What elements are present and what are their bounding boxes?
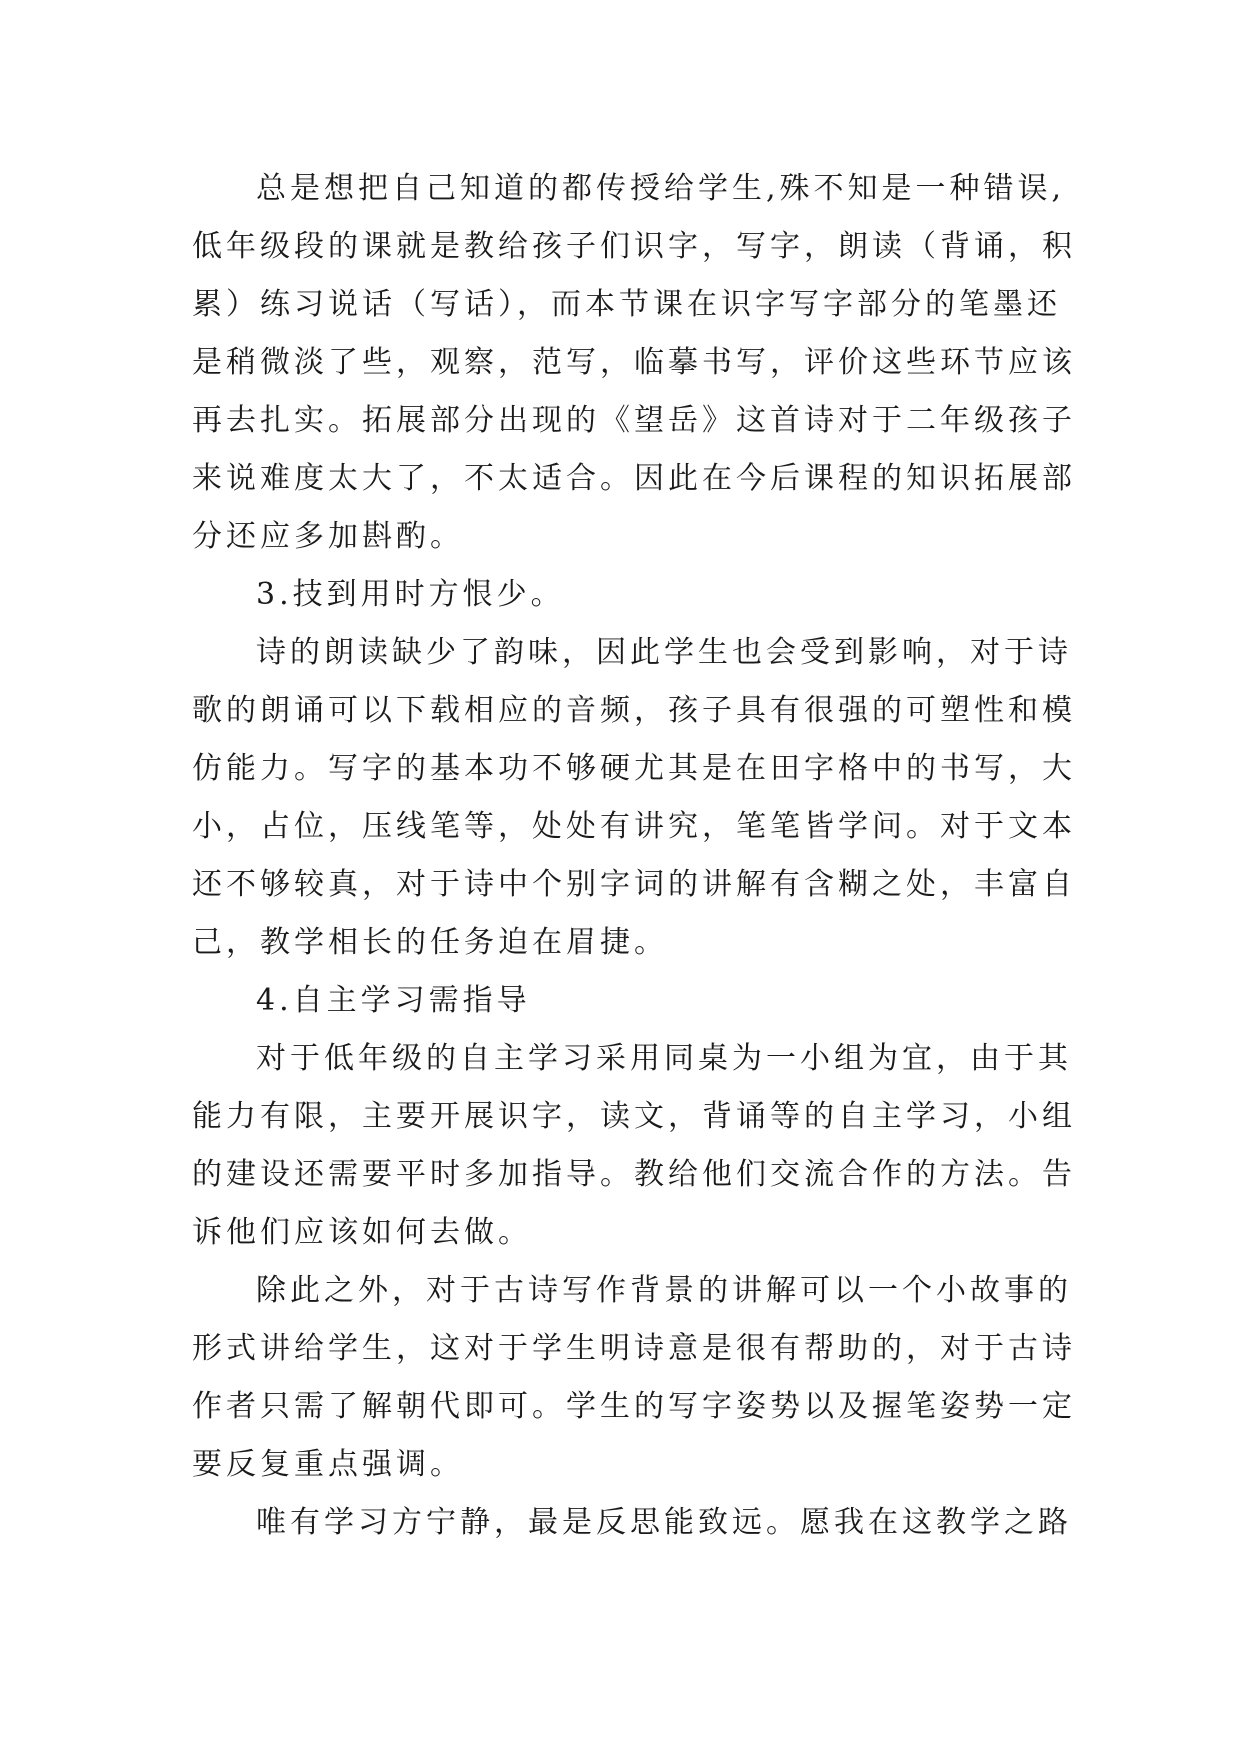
paragraph-line: 作者只需了解朝代即可。学生的写字姿势以及握笔姿势一定	[192, 1389, 1076, 1424]
paragraph-line: 小，占位，压线笔等，处处有讲究，笔笔皆学问。对于文本	[192, 809, 1076, 844]
document-body	[192, 160, 1076, 1552]
paragraph-line: 要反复重点强调。	[192, 1447, 464, 1482]
paragraph-line: 诉他们应该如何去做。	[192, 1215, 532, 1250]
paragraph-line: 除此之外，对于古诗写作背景的讲解可以一个小故事的	[256, 1273, 1072, 1308]
paragraph-line: 还不够较真，对于诗中个别字词的讲解有含糊之处，丰富自	[192, 867, 1076, 902]
paragraph-line: 来说难度太大了，不太适合。因此在今后课程的知识拓展部	[192, 461, 1076, 496]
paragraph-line: 歌的朗诵可以下载相应的音频，孩子具有很强的可塑性和模	[192, 693, 1076, 728]
paragraph-line: 总是想把自己知道的都传授给学生,殊不知是一种错误,	[256, 171, 1066, 206]
paragraph-line: 唯有学习方宁静，最是反思能致远。愿我在这教学之路	[256, 1505, 1072, 1540]
paragraph-line: 分还应多加斟酌。	[192, 519, 464, 554]
paragraph-line: 是稍微淡了些，观察，范写，临摹书写，评价这些环节应该	[192, 345, 1076, 380]
section-heading: 3.技到用时方恨少。	[256, 577, 565, 612]
section-heading: 4.自主学习需指导	[256, 983, 531, 1018]
paragraph-line: 的建设还需要平时多加指导。教给他们交流合作的方法。告	[192, 1157, 1076, 1192]
paragraph-line: 形式讲给学生，这对于学生明诗意是很有帮助的，对于古诗	[192, 1331, 1076, 1366]
paragraph-line: 仿能力。写字的基本功不够硬尤其是在田字格中的书写，大	[192, 751, 1076, 786]
paragraph-line: 诗的朗读缺少了韵味，因此学生也会受到影响，对于诗	[256, 635, 1072, 670]
paragraph-line: 低年级段的课就是教给孩子们识字，写字，朗读（背诵，积	[192, 229, 1076, 264]
paragraph-line: 对于低年级的自主学习采用同桌为一小组为宜，由于其	[256, 1041, 1072, 1076]
paragraph-line: 己，教学相长的任务迫在眉捷。	[192, 925, 668, 960]
paragraph-line: 再去扎实。拓展部分出现的《望岳》这首诗对于二年级孩子	[192, 403, 1076, 438]
paragraph-line: 能力有限，主要开展识字，读文，背诵等的自主学习，小组	[192, 1099, 1076, 1134]
paragraph-line: 累）练习说话（写话），而本节课在识字写字部分的笔墨还	[192, 287, 1061, 322]
